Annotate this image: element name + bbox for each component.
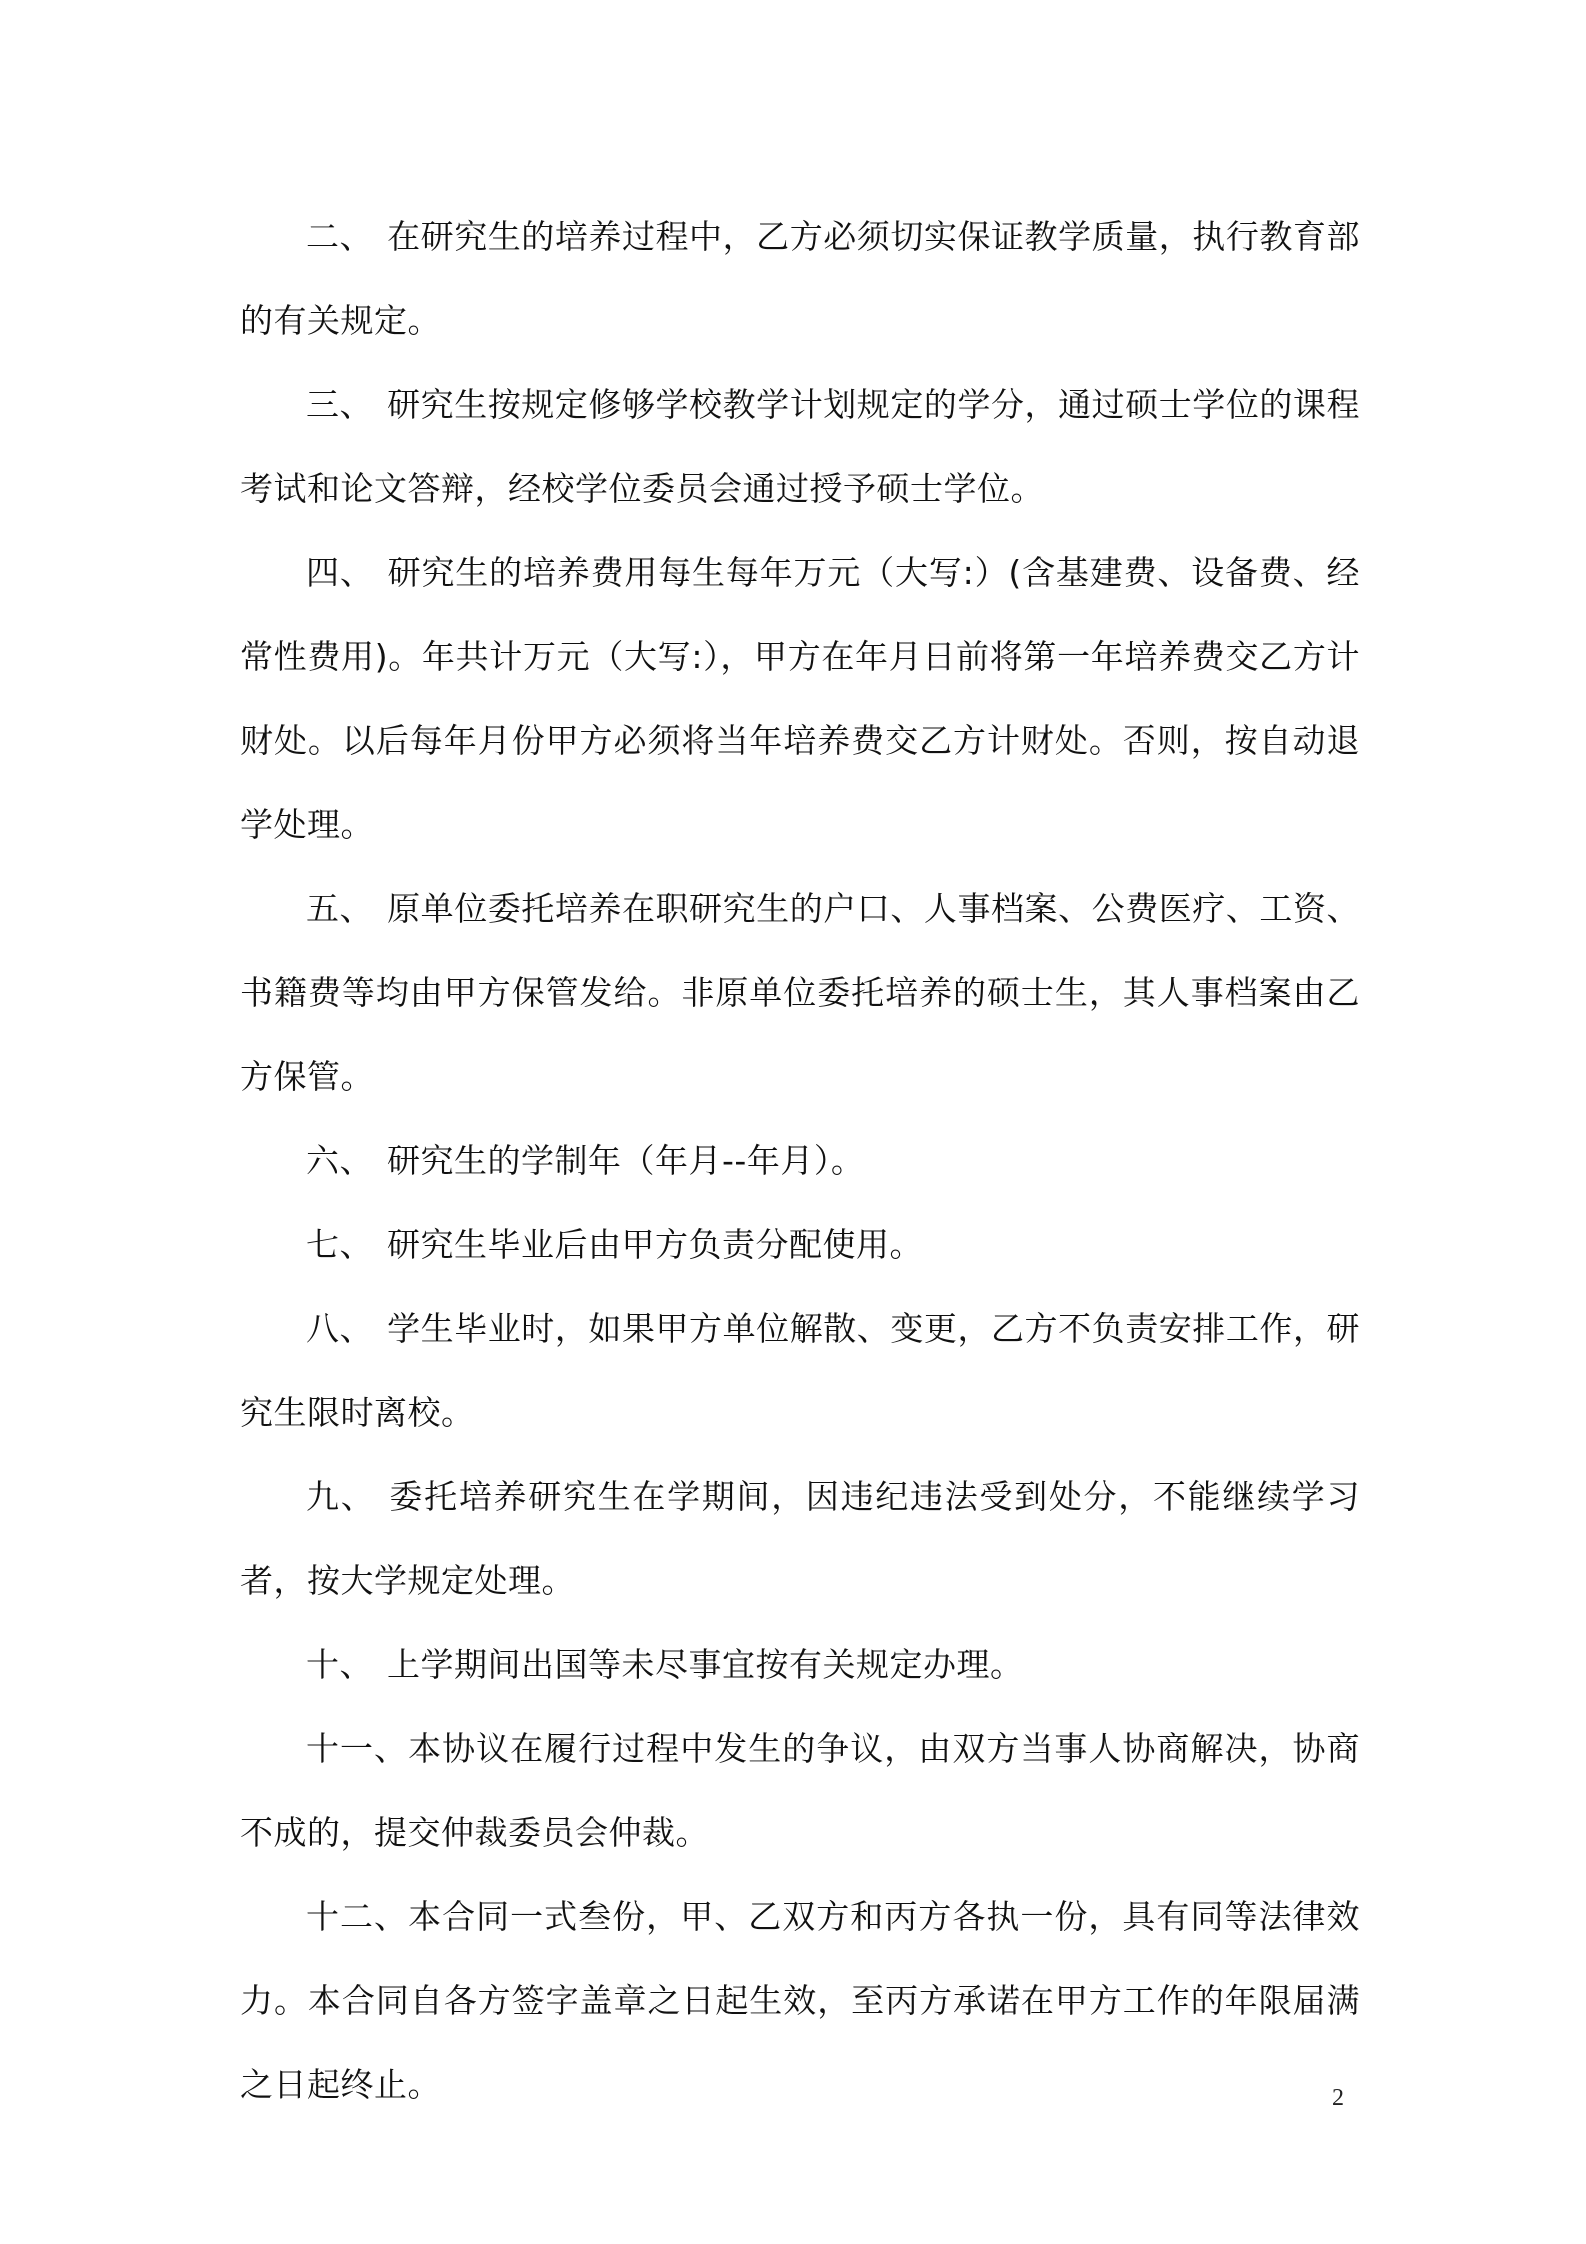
clause-number: 三、 — [306, 385, 374, 424]
clause-number: 五、 — [306, 889, 374, 928]
clause-12 — [240, 1875, 1360, 2127]
clause-text: 学生毕业时，如果甲方单位解散、变更，乙方不负责安排工作，研究生限时离校。 — [240, 1309, 1361, 1432]
clause-number: 四、 — [306, 553, 374, 592]
clause-number: 六、 — [306, 1141, 373, 1180]
clause-number: 九、 — [306, 1477, 376, 1516]
clause-text: 研究生毕业后由甲方负责分配使用。 — [387, 1225, 923, 1264]
clause-text: 本合同一式叁份，甲、乙双方和丙方各执一份，具有同等法律效力。本合同自各方签字盖章之日起生效，至丙方承诺在甲方工作的年限届满之日起终止。 — [240, 1897, 1361, 2104]
clause-text: 在研究生的培养过程中，乙方必须切实保证教学质量，执行教育部的有关规定。 — [240, 217, 1361, 340]
clause-text: 研究生按规定修够学校教学计划规定的学分，通过硕士学位的课程考试和论文答辩，经校学位委员会通过授予硕士学位。 — [240, 385, 1361, 508]
clause-6 — [240, 1119, 1360, 1203]
clause-2 — [240, 195, 1360, 363]
clause-text: 原单位委托培养在职研究生的户口、人事档案、公费医疗、工资、书籍费等均由甲方保管发给。非原单位委托培养的硕士生，其人事档案由乙方保管。 — [240, 889, 1361, 1096]
clause-text: 研究生的学制年（年月--年月）。 — [387, 1141, 865, 1180]
clause-11 — [240, 1707, 1360, 1875]
clause-10 — [240, 1623, 1360, 1707]
clause-number: 十二、 — [306, 1897, 409, 1936]
clause-3 — [240, 363, 1360, 531]
clause-text: 委托培养研究生在学期间，因违纪违法受到处分，不能继续学习者，按大学规定处理。 — [240, 1477, 1361, 1600]
clause-text: 研究生的培养费用每生每年万元（大写:）(含基建费、设备费、经常性费用)。年共计万元（大写:），甲方在年月日前将第一年培养费交乙方计财处。以后每年月份甲方必须将当年培养费交乙方计财处。否则，按自动退学处理。 — [240, 553, 1361, 844]
clause-text: 上学期间出国等未尽事宜按有关规定办理。 — [387, 1645, 1024, 1684]
clause-8 — [240, 1287, 1360, 1455]
clause-text: 本协议在履行过程中发生的争议，由双方当事人协商解决，协商不成的，提交仲裁委员会仲裁。 — [240, 1729, 1361, 1852]
clause-number: 七、 — [306, 1225, 373, 1264]
clause-9 — [240, 1455, 1360, 1623]
clause-number: 八、 — [306, 1309, 374, 1348]
clause-number: 十、 — [306, 1645, 373, 1684]
clause-7 — [240, 1203, 1360, 1287]
page-number: 2 — [1332, 2085, 1344, 2111]
document-body — [240, 195, 1360, 2127]
clause-4 — [240, 531, 1360, 867]
clause-number: 十一、 — [306, 1729, 409, 1768]
clause-5 — [240, 867, 1360, 1119]
clause-number: 二、 — [306, 217, 374, 256]
